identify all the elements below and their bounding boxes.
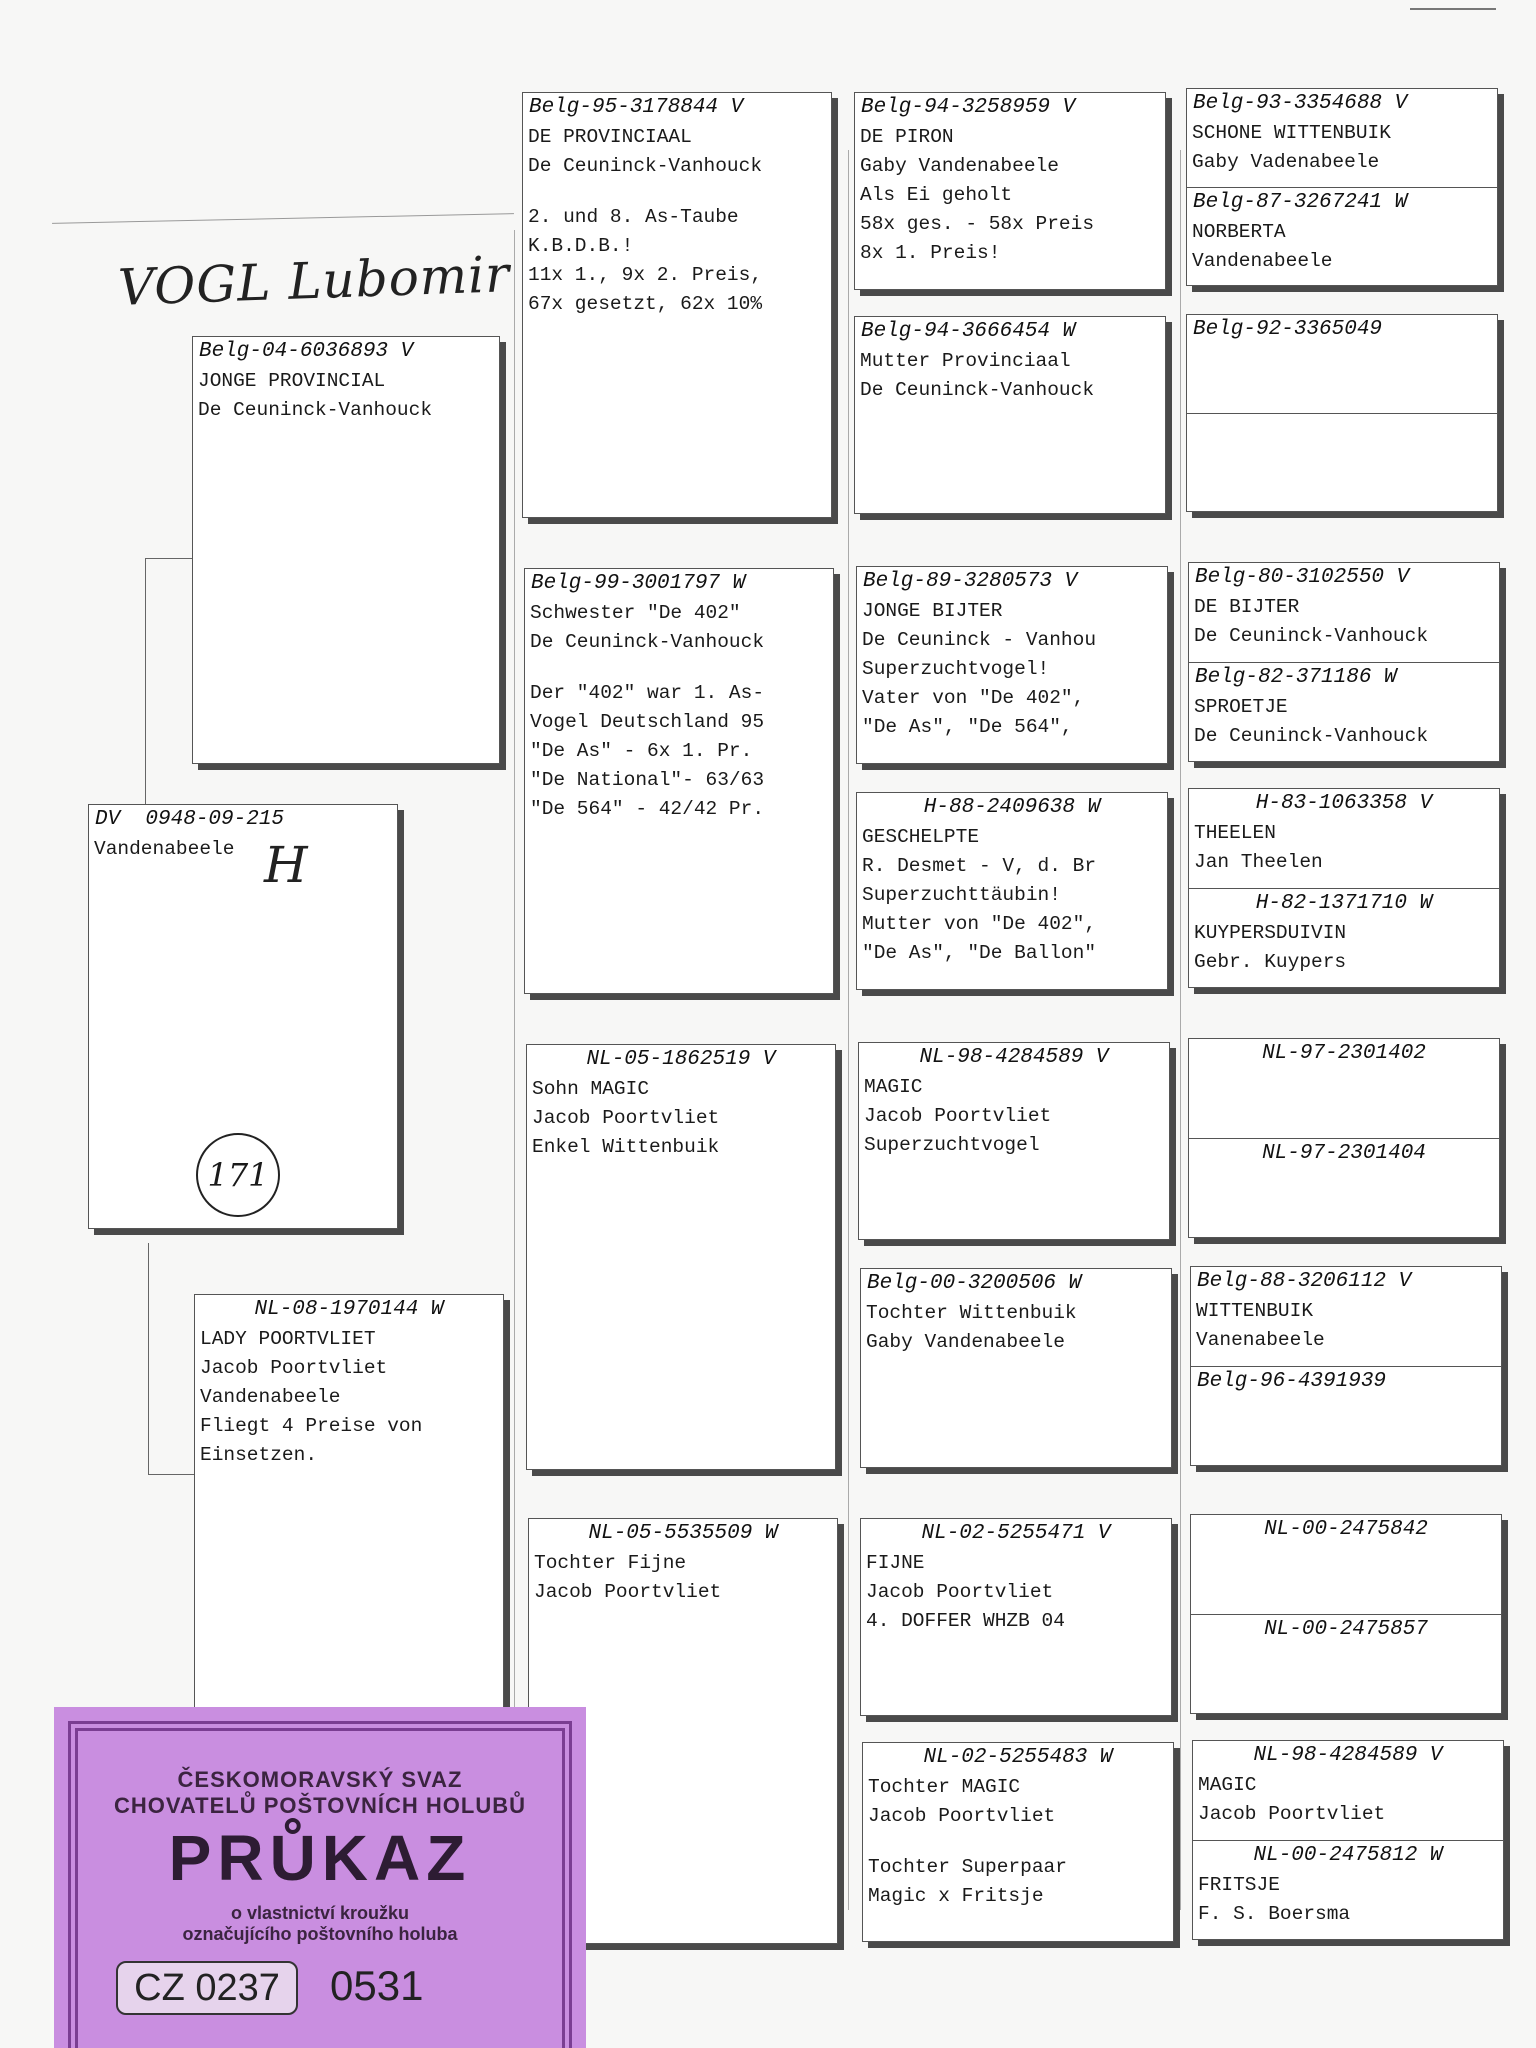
ring-number: Belg-89-3280573 V — [863, 570, 1078, 593]
ring-number: NL-00-2475857 — [1264, 1618, 1428, 1641]
ring-number: NL-00-2475842 — [1264, 1518, 1428, 1541]
ring-number: Belg-93-3354688 V — [1193, 92, 1408, 115]
connector-line — [145, 558, 146, 804]
pedigree-box-ff — [522, 92, 832, 518]
text-line: Jacob Poortvliet — [200, 1357, 388, 1379]
text-line: Superzuchttäubin! — [862, 884, 1061, 906]
pedigree-box-mother — [194, 1294, 504, 1708]
text-line: Vogel Deutschland 95 — [530, 711, 765, 733]
text-line: MAGIC — [1198, 1774, 1257, 1796]
text-line: DE PIRON — [860, 126, 954, 148]
text-line: Einsetzen. — [200, 1444, 318, 1466]
text-line: "De As" - 6x 1. Pr. — [530, 740, 753, 762]
connector-line — [514, 230, 515, 1955]
text-line: Jacob Poortvliet — [868, 1805, 1056, 1827]
text-line: 8x 1. Preis! — [860, 242, 1001, 264]
text-line: Vandenabeele — [200, 1386, 341, 1408]
ring-number: Belg-94-3666454 W — [861, 320, 1076, 343]
text-line: 67x gesetzt, 62x 10% — [528, 293, 763, 315]
ring-number: Belg-80-3102550 V — [1195, 566, 1410, 589]
text-line: GESCHELPTE — [862, 826, 980, 848]
text-line: Tochter Wittenbuik — [866, 1302, 1077, 1324]
text-line: De Ceuninck-Vanhouck — [198, 399, 433, 421]
text-line: Sohn MAGIC — [532, 1078, 650, 1100]
text-line: Fliegt 4 Preise von — [200, 1415, 423, 1437]
text-line: De Ceuninck - Vanhou — [862, 629, 1097, 651]
pedigree-box-fmf — [856, 566, 1168, 764]
text-line: Vanenabeele — [1196, 1329, 1325, 1351]
text-line: Jacob Poortvliet — [532, 1107, 720, 1129]
text-line: De Ceuninck-Vanhouck — [860, 379, 1095, 401]
ring-number: Belg-82-371186 W — [1195, 666, 1397, 689]
pedigree-box-g4-1 — [1186, 88, 1498, 286]
ring-number: NL-08-1970144 W — [254, 1298, 444, 1321]
pedigree-box-g4-4 — [1188, 788, 1500, 988]
text-line: "De 564" - 42/42 Pr. — [530, 798, 765, 820]
ring-number: H-83-1063358 V — [1255, 792, 1433, 815]
pedigree-box-ffm — [854, 316, 1166, 514]
text-line: Vandenabeele — [94, 838, 235, 860]
card-org-line: ČESKOMORAVSKÝ SVAZ — [177, 1767, 463, 1792]
text-line: F. S. Boersma — [1198, 1903, 1351, 1925]
ring-number: NL-05-5535509 W — [588, 1522, 778, 1545]
connector-line — [1180, 150, 1181, 1910]
text-line: WITTENBUIK — [1196, 1300, 1314, 1322]
text-line: Vater von "De 402", — [862, 687, 1085, 709]
ring-number: NL-97-2301404 — [1262, 1142, 1426, 1165]
text-line: DE PROVINCIAAL — [528, 126, 692, 148]
text-line: Jacob Poortvliet — [1198, 1803, 1386, 1825]
text-line: 2. und 8. As-Taube — [528, 206, 739, 228]
text-line: K.B.D.B.! — [528, 235, 634, 257]
card-sub-line: o vlastnictví kroužku — [230, 1903, 410, 1923]
ring-number: NL-98-4284589 V — [1253, 1744, 1443, 1767]
card-ring-number: CZ 0237 — [116, 1961, 298, 2015]
text-line: "De As", "De Ballon" — [862, 942, 1097, 964]
ring-number: NL-00-2475812 W — [1253, 1844, 1443, 1867]
circled-number: 171 — [196, 1133, 280, 1217]
text-line: MAGIC — [864, 1076, 923, 1098]
ring-number: H-88-2409638 W — [923, 796, 1101, 819]
text-line: "De National"- 63/63 — [530, 769, 765, 791]
pedigree-box-mmm — [862, 1742, 1174, 1942]
text-line: Der "402" war 1. As- — [530, 682, 765, 704]
pedigree-box-g4-7 — [1190, 1514, 1502, 1714]
pedigree-box-g4-6 — [1190, 1266, 1502, 1466]
text-line: Superzuchtvogel — [864, 1134, 1040, 1156]
text-line: DE BIJTER — [1194, 596, 1300, 618]
pedigree-box-father — [192, 336, 500, 764]
text-line: Gaby Vandenabeele — [860, 155, 1059, 177]
text-line: Tochter MAGIC — [868, 1776, 1021, 1798]
text-line: Superzuchtvogel! — [862, 658, 1050, 680]
ring-number: NL-97-2301402 — [1262, 1042, 1426, 1065]
card-org-line: CHOVATELŮ POŠTOVNÍCH HOLUBŮ — [113, 1793, 526, 1818]
text-line: Als Ei geholt — [860, 184, 1013, 206]
corner-mark — [1410, 8, 1496, 10]
owner-handwriting: VOGL Lubomir — [117, 245, 511, 317]
text-line: JONGE PROVINCIAL — [198, 370, 386, 392]
text-line: KUYPERSDUIVIN — [1194, 922, 1347, 944]
text-line: De Ceuninck-Vanhouck — [1194, 625, 1429, 647]
text-line: FIJNE — [866, 1552, 925, 1574]
card-organization — [54, 1767, 586, 1819]
pedigree-box-g4-3 — [1188, 562, 1500, 762]
ring-number: DV 0948-09-215 — [95, 808, 285, 831]
ownership-card — [54, 1707, 586, 2048]
pedigree-box-g4-5 — [1188, 1038, 1500, 1238]
ring-number: Belg-99-3001797 W — [531, 572, 746, 595]
text-line: 11x 1., 9x 2. Preis, — [528, 264, 763, 286]
pedigree-box-mfm — [860, 1268, 1172, 1468]
connector-line — [148, 1474, 194, 1475]
card-title: PRŮKAZ — [168, 1822, 472, 1894]
pedigree-box-fmm — [856, 792, 1168, 990]
text-line: De Ceuninck-Vanhouck — [1194, 725, 1429, 747]
pedigree-box-fm — [524, 568, 834, 994]
text-line: Magic x Fritsje — [868, 1885, 1044, 1907]
ring-number: Belg-95-3178844 V — [529, 96, 744, 119]
text-line: Jacob Poortvliet — [864, 1105, 1052, 1127]
ring-number: Belg-04-6036893 V — [199, 340, 414, 363]
text-line: Mutter von "De 402", — [862, 913, 1097, 935]
text-line: Schwester "De 402" — [530, 602, 741, 624]
card-sub-line: označujícího poštovního holuba — [182, 1924, 458, 1944]
card-serial-number: 0531 — [330, 1962, 424, 2009]
text-line: Vandenabeele — [1192, 250, 1333, 272]
text-line: 58x ges. - 58x Preis — [860, 213, 1095, 235]
pedigree-box-g4-2 — [1186, 314, 1498, 512]
card-subtitle — [54, 1903, 586, 1945]
ring-number: NL-02-5255483 W — [923, 1746, 1113, 1769]
text-line: SCHONE WITTENBUIK — [1192, 122, 1391, 144]
text-line: LADY POORTVLIET — [200, 1328, 376, 1350]
pedigree-box-mf — [526, 1044, 836, 1470]
text-line: THEELEN — [1194, 822, 1276, 844]
text-line: Mutter Provinciaal — [860, 350, 1071, 372]
ring-number: Belg-00-3200506 W — [867, 1272, 1082, 1295]
text-line: JONGE BIJTER — [862, 600, 1003, 622]
text-line: Jan Theelen — [1194, 851, 1323, 873]
ring-number: Belg-87-3267241 W — [1193, 191, 1408, 214]
paper-edge — [52, 213, 514, 224]
text-line: R. Desmet - V, d. Br — [862, 855, 1097, 877]
pedigree-box-fff — [854, 92, 1166, 290]
hand-mark: H — [264, 836, 308, 894]
text-line: "De As", "De 564", — [862, 716, 1073, 738]
text-line: NORBERTA — [1192, 221, 1286, 243]
pedigree-box-mmf — [860, 1518, 1172, 1716]
ring-number: NL-02-5255471 V — [921, 1522, 1111, 1545]
ring-number: H-82-1371710 W — [1255, 892, 1433, 915]
ring-number: Belg-94-3258959 V — [861, 96, 1076, 119]
text-line: De Ceuninck-Vanhouck — [528, 155, 763, 177]
connector-line — [145, 558, 193, 559]
text-line: Enkel Wittenbuik — [532, 1136, 720, 1158]
ring-number: NL-98-4284589 V — [919, 1046, 1109, 1069]
text-line: FRITSJE — [1198, 1874, 1280, 1896]
text-line: Gaby Vandenabeele — [866, 1331, 1065, 1353]
text-line: De Ceuninck-Vanhouck — [530, 631, 765, 653]
ring-number: Belg-96-4391939 — [1197, 1370, 1387, 1393]
text-line: Jacob Poortvliet — [534, 1581, 722, 1603]
ring-number: Belg-88-3206112 V — [1197, 1270, 1412, 1293]
pedigree-box-g4-8 — [1192, 1740, 1504, 1940]
text-line: SPROETJE — [1194, 696, 1288, 718]
text-line: Gebr. Kuypers — [1194, 951, 1347, 973]
ring-number: NL-05-1862519 V — [586, 1048, 776, 1071]
text-line: Gaby Vadenabeele — [1192, 151, 1380, 173]
text-line: 4. DOFFER WHZB 04 — [866, 1610, 1065, 1632]
text-line: Tochter Fijne — [534, 1552, 687, 1574]
text-line: Tochter Superpaar — [868, 1856, 1067, 1878]
pedigree-box-mff — [858, 1042, 1170, 1240]
connector-line — [848, 150, 849, 1910]
connector-line — [148, 1243, 149, 1475]
text-line: Jacob Poortvliet — [866, 1581, 1054, 1603]
ring-number: Belg-92-3365049 — [1193, 318, 1383, 341]
